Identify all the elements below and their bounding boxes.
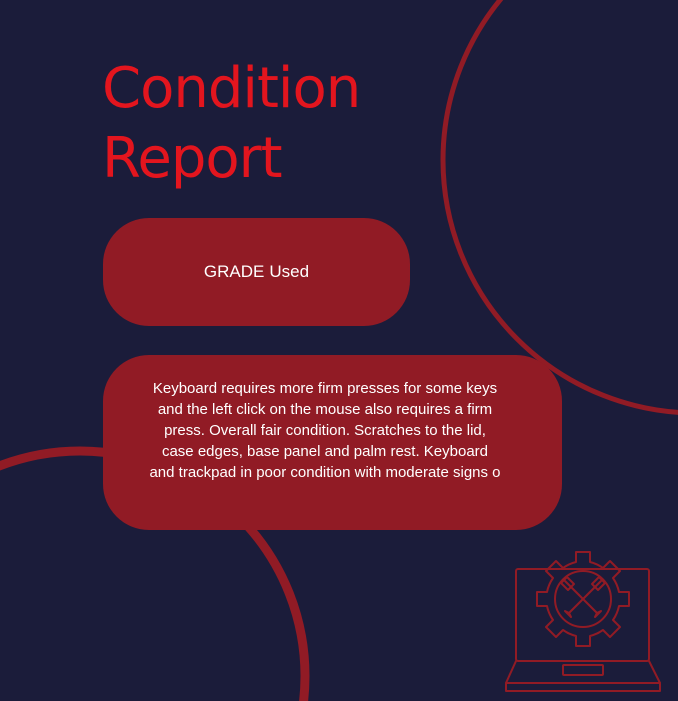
top-right-arc <box>443 0 678 413</box>
grade-badge <box>103 218 410 326</box>
condition-notes-text: Keyboard requires more firm presses for some keys and the left click on the mouse also requires a firm press. Overall fair condition. Scratches to the lid, case edges, base panel and palm rest. Keyboard and trackpad in poor condition with moderate signs o <box>149 380 501 481</box>
laptop-repair-icon <box>498 543 668 695</box>
page-title-line-1: Condition <box>102 56 361 121</box>
page-title-line-2: Report <box>102 126 282 191</box>
condition-notes <box>103 355 562 530</box>
page-title <box>102 54 360 194</box>
grade-value: Used <box>269 262 310 281</box>
grade-label: GRADE <box>203 262 265 281</box>
